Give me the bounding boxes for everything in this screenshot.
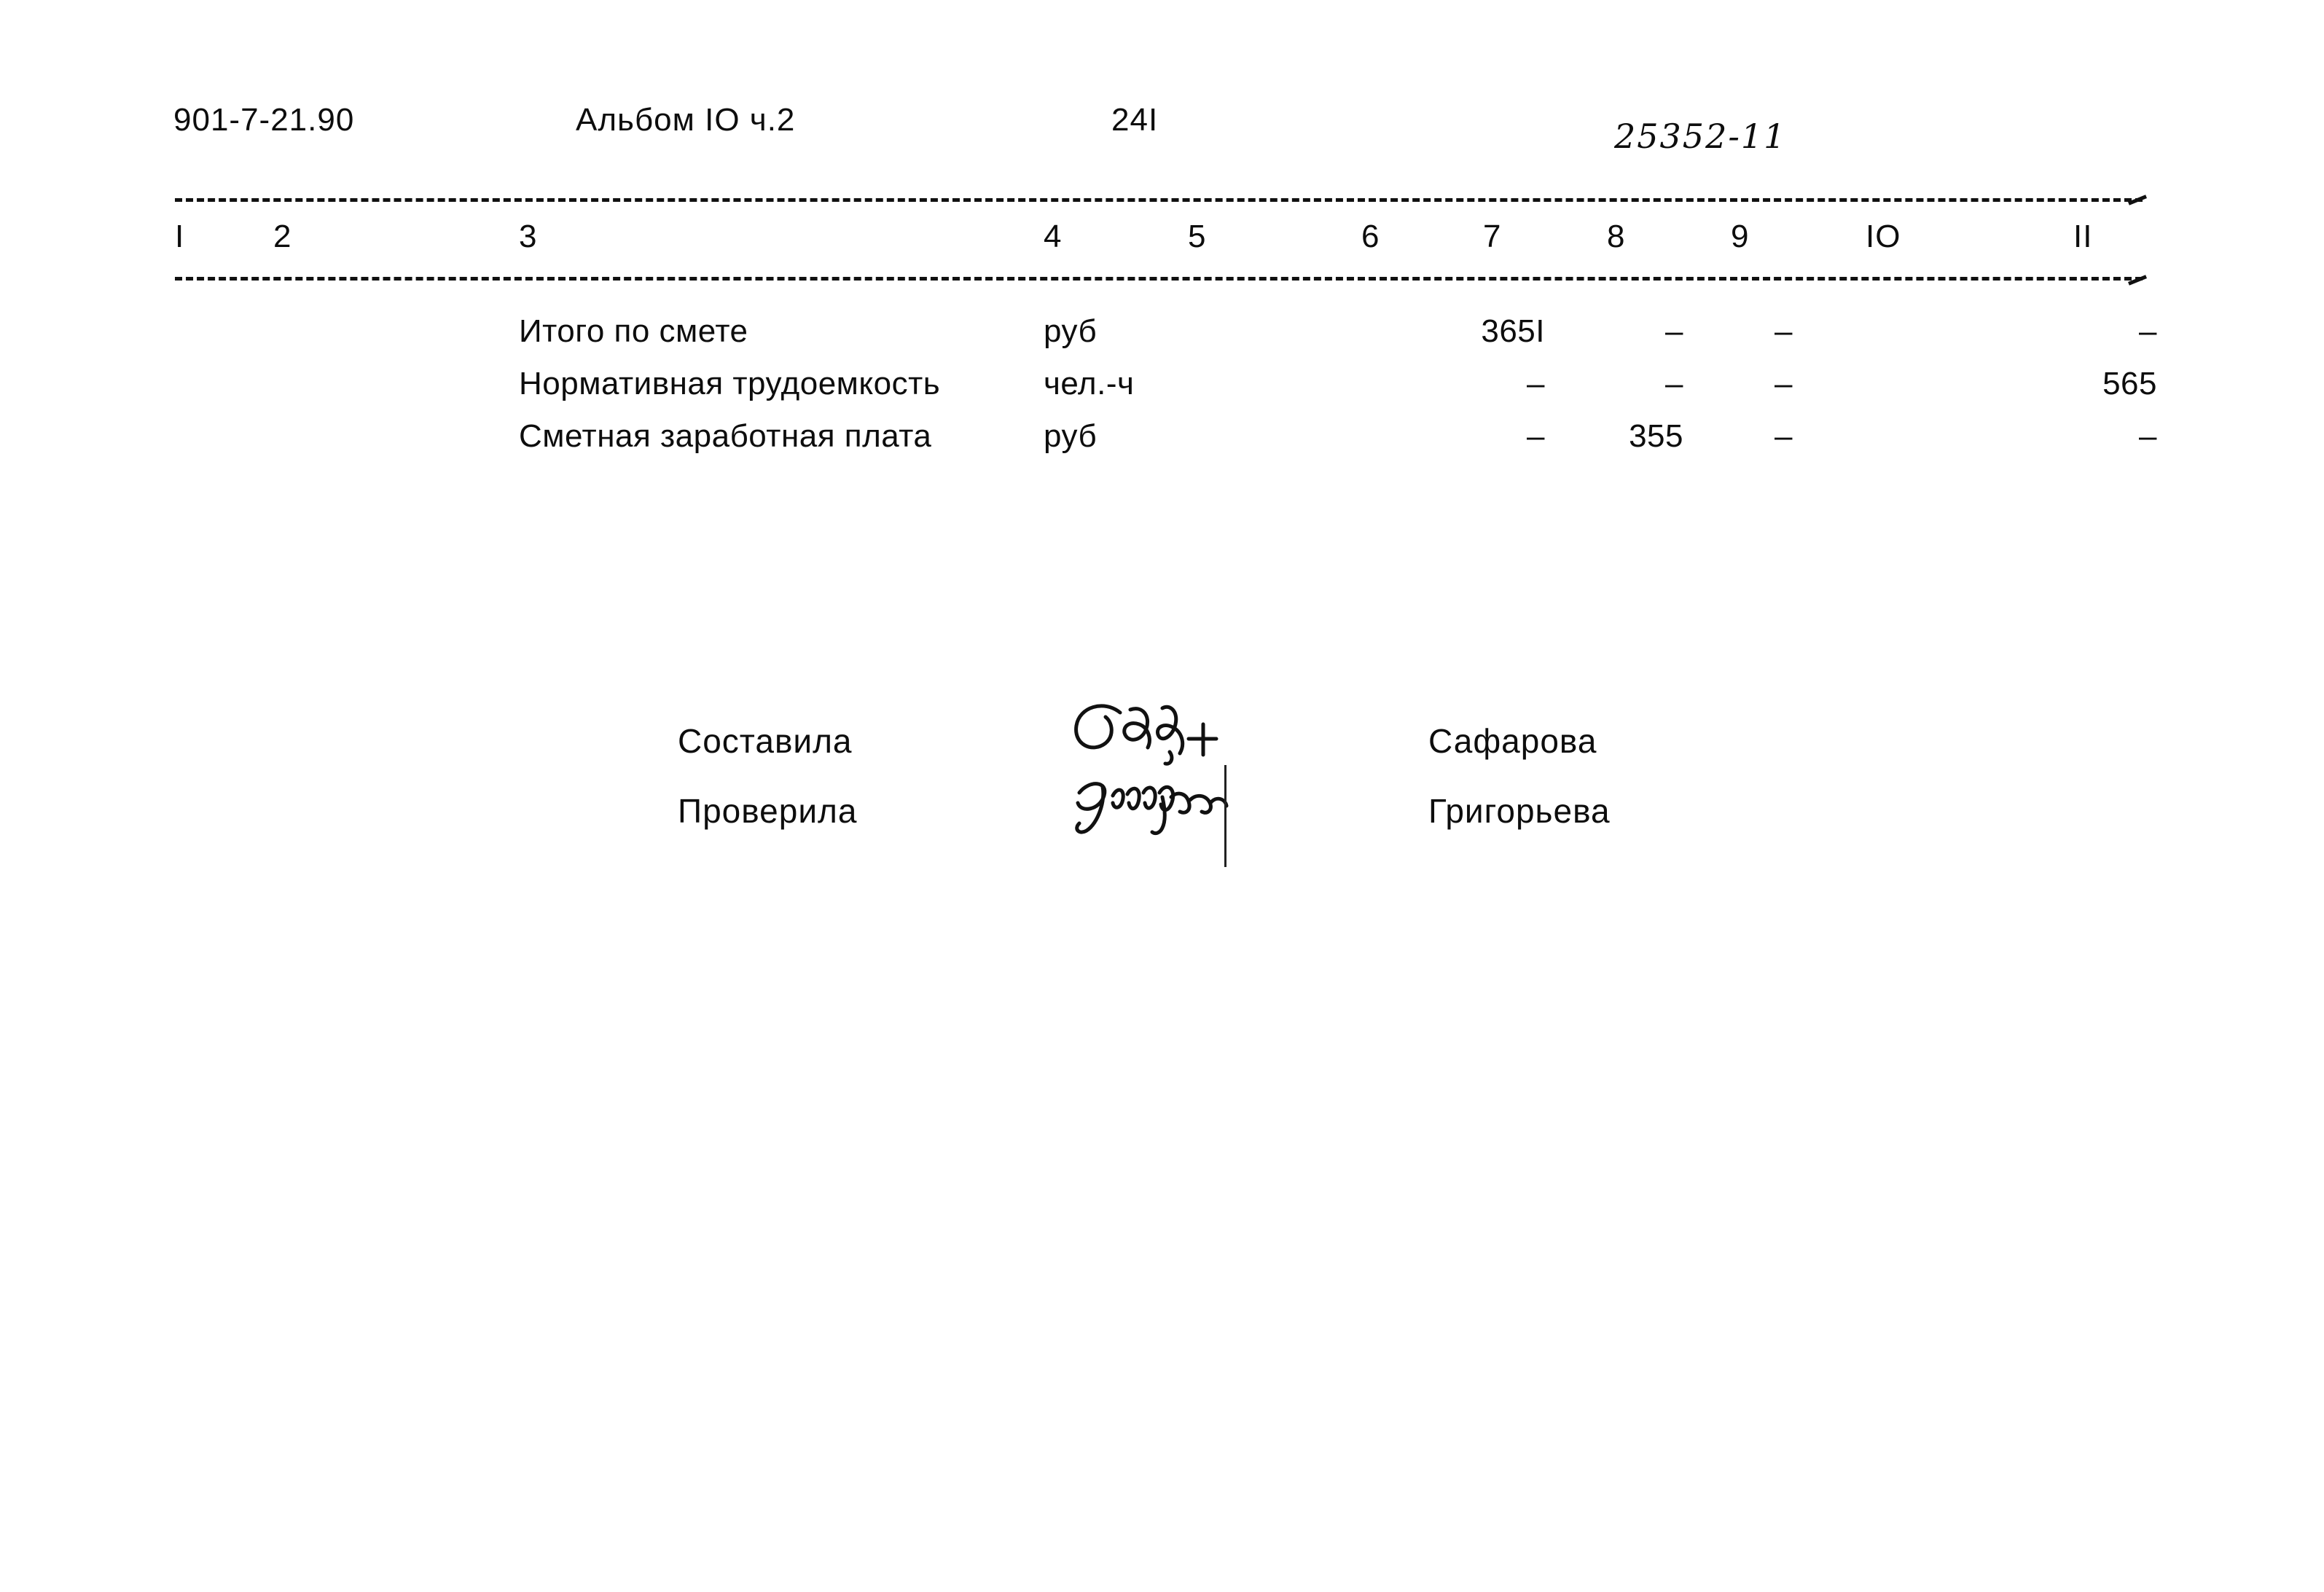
table-column-numbers (0, 219, 2324, 267)
summary-table (0, 313, 2324, 471)
handwritten-signature-icon (1060, 761, 1366, 848)
column-number-4: 4 (1044, 219, 1063, 254)
signature-block (0, 721, 2324, 861)
column-number-9: 9 (1731, 219, 1750, 254)
row-label: Нормативная трудоемкость (519, 366, 941, 401)
row-value-8: 355 (1629, 418, 1683, 454)
column-number-2: 2 (273, 219, 292, 254)
column-number-8: 8 (1607, 219, 1626, 254)
row-value-9: – (1775, 418, 1793, 454)
row-value-9: – (1775, 366, 1793, 401)
document-number: 25352-11 (1614, 117, 1787, 156)
series-code: 901-7-21.90 (173, 102, 355, 138)
signature-row (0, 791, 2324, 861)
row-value-8: – (1665, 313, 1683, 349)
signature-divider (1224, 765, 1226, 867)
column-number-7: 7 (1483, 219, 1502, 254)
row-unit: руб (1044, 313, 1098, 349)
row-unit: чел.-ч (1044, 366, 1135, 401)
signature-role: Проверила (678, 792, 858, 830)
album-label: Альбом IO ч.2 (576, 102, 796, 138)
page-number: 24I (1111, 102, 1159, 138)
column-number-11: II (2073, 219, 2093, 254)
document-header (0, 102, 2324, 156)
table-rule-top-tick (2128, 195, 2147, 205)
row-value-9: – (1775, 313, 1793, 349)
column-number-6: 6 (1361, 219, 1380, 254)
signature-role: Составила (678, 722, 853, 760)
signature-name: Сафарова (1428, 722, 1597, 760)
table-row (0, 366, 2324, 418)
row-value-11: – (2139, 313, 2157, 349)
row-value-11: 565 (2102, 366, 2157, 401)
column-number-1: I (175, 219, 185, 254)
row-unit: руб (1044, 418, 1098, 454)
table-row (0, 313, 2324, 366)
table-rule-top (175, 198, 2143, 202)
row-value-7: – (1527, 418, 1545, 454)
column-number-5: 5 (1188, 219, 1207, 254)
row-label: Сметная заработная плата (519, 418, 932, 454)
signature-name: Григорьева (1428, 792, 1611, 830)
row-value-7: – (1527, 366, 1545, 401)
row-label: Итого по смете (519, 313, 748, 349)
row-value-8: – (1665, 366, 1683, 401)
row-value-11: – (2139, 418, 2157, 454)
table-rule-bottom (175, 277, 2143, 281)
table-row (0, 418, 2324, 471)
row-value-7: 365I (1481, 313, 1545, 349)
column-number-10: IO (1866, 219, 1901, 254)
column-number-3: 3 (519, 219, 538, 254)
